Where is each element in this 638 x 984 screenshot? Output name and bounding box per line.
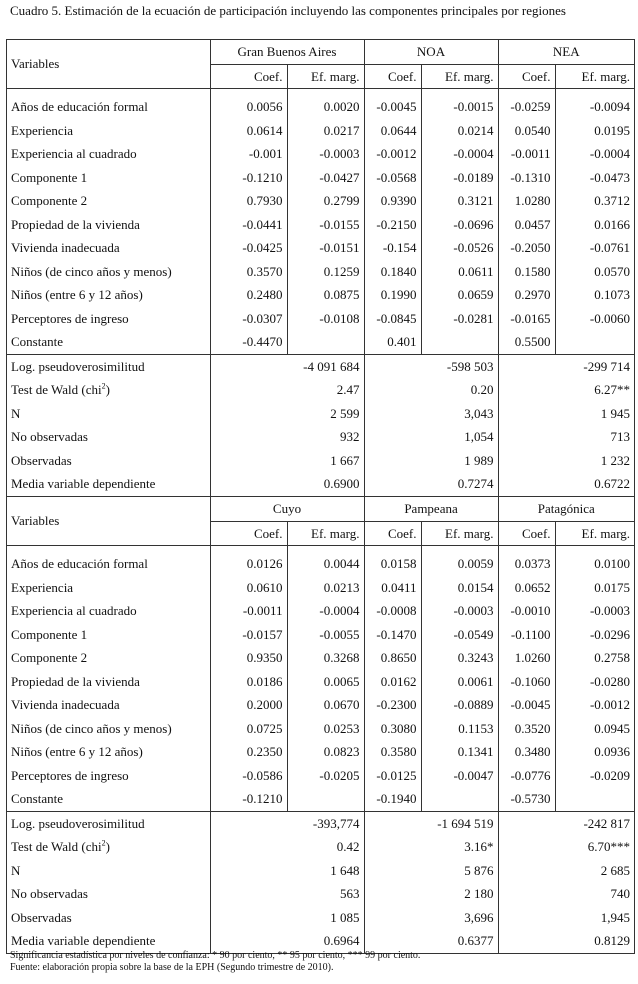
value-cell: -0.1100 <box>498 623 555 647</box>
value-cell: 0.0154 <box>421 576 498 600</box>
value-cell: -0.0003 <box>287 142 364 166</box>
table-row <box>7 764 634 788</box>
value-cell: 0.0659 <box>421 283 498 307</box>
variable-label: Componente 1 <box>7 623 210 647</box>
value-cell: -0.0281 <box>421 307 498 331</box>
region-header: Patagónica <box>498 497 634 521</box>
value-cell: 0.0670 <box>287 693 364 717</box>
value-cell: -0.5730 <box>498 787 555 811</box>
statistic-value: 1 232 <box>600 452 631 468</box>
value-cell: 0.0158 <box>364 546 421 576</box>
value-cell: -0.1210 <box>210 787 287 811</box>
value-cell: 0.2350 <box>210 740 287 764</box>
value-cell: 0.0945 <box>594 720 631 736</box>
value-cell: -0.0004 <box>287 599 364 623</box>
value-cell: 0.3712 <box>594 193 631 208</box>
value-cell: -0.0060 <box>589 310 631 326</box>
value-cell: -0.0189 <box>421 166 498 190</box>
table-row <box>7 307 634 331</box>
statistic-value: 1 945 <box>600 405 631 421</box>
value-cell: -0.0045 <box>364 89 421 119</box>
value-cell: -0.0012 <box>589 697 631 712</box>
value-cell: -0.4470 <box>210 330 287 354</box>
table-row <box>7 693 634 717</box>
value-cell: 0.9390 <box>364 189 421 213</box>
statistic-value: 1 648 <box>210 859 364 883</box>
value-cell: -0.0003 <box>589 603 631 618</box>
value-cell: 0.0175 <box>594 579 631 595</box>
value-cell: 0.0253 <box>287 717 364 741</box>
value-cell: 0.2480 <box>210 283 287 307</box>
variable-label: Componente 2 <box>7 646 210 670</box>
table-row <box>7 740 634 764</box>
value-cell: 0.0610 <box>210 576 287 600</box>
table-row <box>7 546 634 576</box>
table-row <box>7 213 634 237</box>
statistic-value: 5 876 <box>364 859 498 883</box>
value-cell: -0.0845 <box>364 307 421 331</box>
statistic-label <box>7 449 210 473</box>
coef-header: Coef. <box>498 521 555 546</box>
coef-header: Coef. <box>498 64 555 89</box>
marginal-effect-header: Ef. marg. <box>421 64 498 89</box>
stats-row <box>7 472 634 496</box>
value-cell: -0.0010 <box>498 599 555 623</box>
statistic-value: 2 685 <box>600 862 631 878</box>
header-row <box>7 40 634 64</box>
value-cell: -0.154 <box>364 236 421 260</box>
value-cell: 0.3480 <box>498 740 555 764</box>
stats-row <box>7 811 634 835</box>
regression-table-panel-1 <box>7 40 634 496</box>
value-cell: -0.0011 <box>498 142 555 166</box>
statistic-label <box>7 882 210 906</box>
source-note: Fuente: elaboración propia sobre la base de la EPH (Segundo trimestre de 2010). <box>10 962 334 973</box>
value-cell: -0.0047 <box>421 764 498 788</box>
value-cell: -0.0157 <box>210 623 287 647</box>
value-cell: -0.0889 <box>421 693 498 717</box>
value-cell: -0.0307 <box>210 307 287 331</box>
table-row <box>7 670 634 694</box>
value-cell: 0.0059 <box>421 546 498 576</box>
value-cell: 0.3243 <box>421 646 498 670</box>
stats-row <box>7 425 634 449</box>
statistic-value: 3,043 <box>364 402 498 426</box>
statistic-value: 1,945 <box>600 909 631 925</box>
table-row <box>7 717 634 741</box>
value-cell: -0.2150 <box>364 213 421 237</box>
value-cell: -0.0004 <box>589 146 631 161</box>
variable-label: Niños (de cinco años y menos) <box>7 260 210 284</box>
table-row <box>7 119 634 143</box>
value-cell: -0.1940 <box>364 787 421 811</box>
variable-label: Perceptores de ingreso <box>7 307 210 331</box>
value-cell: -0.1470 <box>364 623 421 647</box>
value-cell: 0.0056 <box>210 89 287 119</box>
value-cell: -0.0425 <box>210 236 287 260</box>
value-cell: 0.0126 <box>210 546 287 576</box>
variable-label: Experiencia al cuadrado <box>7 142 210 166</box>
table-row <box>7 623 634 647</box>
statistic-label <box>7 354 210 378</box>
value-cell: 0.2970 <box>498 283 555 307</box>
statistic-label <box>7 906 210 930</box>
value-cell: 0.1580 <box>498 260 555 284</box>
value-cell: -0.0094 <box>589 99 631 114</box>
statistic-value: -242 817 <box>583 815 631 831</box>
chi-superscript: 2 <box>101 381 106 391</box>
statistic-label <box>7 929 210 953</box>
value-cell: 0.3520 <box>498 717 555 741</box>
value-cell: 0.3121 <box>421 189 498 213</box>
value-cell: 0.0214 <box>421 119 498 143</box>
value-cell: 0.0644 <box>364 119 421 143</box>
coef-header: Coef. <box>210 64 287 89</box>
statistic-value: 563 <box>210 882 364 906</box>
table-caption: Cuadro 5. Estimación de la ecuación de participación incluyendo las componentes principales por regiones <box>10 3 566 18</box>
value-cell: 0.0614 <box>210 119 287 143</box>
statistic-value: -4 091 684 <box>210 354 364 378</box>
table-row <box>7 189 634 213</box>
value-cell: -0.0011 <box>210 599 287 623</box>
value-cell: -0.0012 <box>364 142 421 166</box>
value-cell: 0.3268 <box>287 646 364 670</box>
statistic-value: 2 599 <box>210 402 364 426</box>
variable-label: Vivienda inadecuada <box>7 236 210 260</box>
value-cell: -0.0526 <box>421 236 498 260</box>
statistic-value: 1 667 <box>210 449 364 473</box>
marginal-effect-header: Ef. marg. <box>555 64 634 89</box>
statistic-label <box>7 859 210 883</box>
statistic-value: 0.42 <box>210 835 364 859</box>
marginal-effect-header: Ef. marg. <box>555 521 634 546</box>
value-cell: -0.0108 <box>287 307 364 331</box>
variable-label: Niños (entre 6 y 12 años) <box>7 740 210 764</box>
value-cell: 0.9350 <box>210 646 287 670</box>
coef-header: Coef. <box>364 521 421 546</box>
value-cell: 0.0186 <box>210 670 287 694</box>
table-row <box>7 89 634 119</box>
value-cell: 0.7930 <box>210 189 287 213</box>
value-cell: 0.2758 <box>594 650 631 665</box>
statistic-value: -1 694 519 <box>364 811 498 835</box>
statistic-label-text: No observadas <box>11 886 88 901</box>
statistic-value: 713 <box>610 429 631 444</box>
value-cell <box>421 330 498 354</box>
table-row <box>7 260 634 284</box>
region-header: NEA <box>498 40 634 64</box>
statistic-label <box>7 811 210 835</box>
value-cell: 0.0411 <box>364 576 421 600</box>
table-row <box>7 576 634 600</box>
variable-label: Constante <box>7 787 210 811</box>
variable-label: Niños (de cinco años y menos) <box>7 717 210 741</box>
variable-label: Propiedad de la vivienda <box>7 213 210 237</box>
statistic-value: 3.16* <box>364 835 498 859</box>
value-cell: 1.0280 <box>498 189 555 213</box>
value-cell: -0.0125 <box>364 764 421 788</box>
value-cell: -0.0296 <box>589 626 631 642</box>
variable-label: Experiencia al cuadrado <box>7 599 210 623</box>
stats-row <box>7 449 634 473</box>
statistic-label <box>7 402 210 426</box>
variable-label: Años de educación formal <box>7 546 210 576</box>
stats-row <box>7 906 634 930</box>
value-cell: 0.1990 <box>364 283 421 307</box>
significance-note: Significancia estadística por niveles de confianza: * 90 por ciento, ** 95 por ciento, *** 99 por ciento. <box>10 950 421 961</box>
statistic-value: 2 180 <box>364 882 498 906</box>
stats-row <box>7 882 634 906</box>
statistic-label-text: Observadas <box>11 452 72 468</box>
variable-label: Constante <box>7 330 210 354</box>
value-cell: -0.0761 <box>589 240 631 255</box>
statistic-value: 0.6900 <box>210 472 364 496</box>
value-cell <box>287 330 364 354</box>
statistic-value: 1 989 <box>364 449 498 473</box>
statistic-value: 6.70*** <box>587 839 631 854</box>
value-cell: 0.0652 <box>498 576 555 600</box>
value-cell <box>555 787 634 811</box>
variables-header: Variables <box>7 497 210 546</box>
variable-label: Experiencia <box>7 576 210 600</box>
value-cell: -0.0209 <box>589 767 631 783</box>
value-cell: 0.0162 <box>364 670 421 694</box>
value-cell: 0.0020 <box>287 89 364 119</box>
marginal-effect-header: Ef. marg. <box>287 64 364 89</box>
value-cell: -0.1310 <box>498 166 555 190</box>
value-cell: 0.0065 <box>287 670 364 694</box>
statistic-label-text: N <box>11 862 21 878</box>
statistic-label-text: Media variable dependiente <box>11 476 156 491</box>
table-row <box>7 787 634 811</box>
value-cell: -0.0568 <box>364 166 421 190</box>
value-cell: -0.2050 <box>498 236 555 260</box>
value-cell: 0.3580 <box>364 740 421 764</box>
value-cell: 0.3570 <box>210 260 287 284</box>
statistic-value: 932 <box>210 425 364 449</box>
statistic-value: 0.20 <box>364 378 498 402</box>
value-cell: -0.0441 <box>210 213 287 237</box>
variable-label: Experiencia <box>7 119 210 143</box>
statistic-label <box>7 835 210 859</box>
value-cell: 1.0260 <box>498 646 555 670</box>
statistic-value: 0.7274 <box>364 472 498 496</box>
statistic-label <box>7 472 210 496</box>
value-cell: 0.3080 <box>364 717 421 741</box>
statistic-label-text: Media variable dependiente <box>11 933 156 948</box>
value-cell: 0.1341 <box>421 740 498 764</box>
variable-label: Niños (entre 6 y 12 años) <box>7 283 210 307</box>
value-cell: -0.0427 <box>287 166 364 190</box>
stats-row <box>7 402 634 426</box>
table-row <box>7 330 634 354</box>
statistic-value: -393,774 <box>210 811 364 835</box>
statistic-label-text: Log. pseudoverosimilitud <box>11 815 145 831</box>
value-cell: -0.0259 <box>498 89 555 119</box>
value-cell: -0.0696 <box>421 213 498 237</box>
statistic-label-text: N <box>11 405 21 421</box>
value-cell: -0.0280 <box>589 673 631 689</box>
table-row <box>7 142 634 166</box>
statistic-label <box>7 378 210 402</box>
chi-superscript: 2 <box>101 838 106 848</box>
statistic-value: 1,054 <box>364 425 498 449</box>
table-row <box>7 283 634 307</box>
table-row <box>7 236 634 260</box>
value-cell: 0.0217 <box>287 119 364 143</box>
value-cell: 0.0100 <box>594 556 631 571</box>
value-cell: -0.0776 <box>498 764 555 788</box>
variable-label: Perceptores de ingreso <box>7 764 210 788</box>
statistic-value: 0.8129 <box>594 933 631 948</box>
value-cell: 0.401 <box>364 330 421 354</box>
value-cell: -0.0549 <box>421 623 498 647</box>
value-cell: -0.0008 <box>364 599 421 623</box>
statistic-label-tail: ) <box>105 382 110 397</box>
stats-row <box>7 354 634 378</box>
variable-label: Vivienda inadecuada <box>7 693 210 717</box>
variable-label: Propiedad de la vivienda <box>7 670 210 694</box>
value-cell: 0.0044 <box>287 546 364 576</box>
statistic-value: 0.6377 <box>364 929 498 953</box>
value-cell <box>421 787 498 811</box>
value-cell: 0.8650 <box>364 646 421 670</box>
value-cell: -0.0205 <box>287 764 364 788</box>
value-cell: -0.0003 <box>421 599 498 623</box>
region-header: Cuyo <box>210 497 364 521</box>
variable-label: Componente 2 <box>7 189 210 213</box>
region-header: NOA <box>364 40 498 64</box>
variable-label: Componente 1 <box>7 166 210 190</box>
value-cell: -0.1060 <box>498 670 555 694</box>
statistic-label <box>7 425 210 449</box>
stats-row <box>7 929 634 953</box>
value-cell: 0.0213 <box>287 576 364 600</box>
variables-header: Variables <box>7 40 210 89</box>
value-cell: 0.0195 <box>594 122 631 138</box>
value-cell: -0.0045 <box>498 693 555 717</box>
statistic-value: -299 714 <box>583 358 631 374</box>
statistic-label-text: Test de Wald (chi <box>11 839 102 854</box>
statistic-label-text: No observadas <box>11 429 88 444</box>
marginal-effect-header: Ef. marg. <box>421 521 498 546</box>
value-cell: 0.1259 <box>287 260 364 284</box>
value-cell: 0.1840 <box>364 260 421 284</box>
value-cell: 0.0611 <box>421 260 498 284</box>
value-cell: 0.0875 <box>287 283 364 307</box>
value-cell: -0.0155 <box>287 213 364 237</box>
value-cell: 0.2000 <box>210 693 287 717</box>
statistic-value: 3,696 <box>364 906 498 930</box>
statistic-value: 0.6722 <box>594 476 631 491</box>
value-cell: -0.0165 <box>498 307 555 331</box>
table-row <box>7 599 634 623</box>
value-cell: 0.2799 <box>287 189 364 213</box>
header-row <box>7 497 634 521</box>
value-cell: -0.0151 <box>287 236 364 260</box>
statistic-value: 740 <box>610 886 631 901</box>
statistic-value: 0.6964 <box>210 929 364 953</box>
statistic-label-text: Test de Wald (chi <box>11 382 102 397</box>
stats-row <box>7 859 634 883</box>
value-cell: 0.0457 <box>498 213 555 237</box>
value-cell: -0.1210 <box>210 166 287 190</box>
value-cell: 0.1153 <box>421 717 498 741</box>
statistic-label-text: Observadas <box>11 909 72 925</box>
statistic-value: 6.27** <box>594 382 631 397</box>
statistic-value: 2.47 <box>210 378 364 402</box>
table-notes <box>10 950 630 974</box>
coef-header: Coef. <box>364 64 421 89</box>
value-cell: 0.0725 <box>210 717 287 741</box>
region-header: Pampeana <box>364 497 498 521</box>
statistic-value: -598 503 <box>364 354 498 378</box>
value-cell: 0.0061 <box>421 670 498 694</box>
coef-header: Coef. <box>210 521 287 546</box>
marginal-effect-header: Ef. marg. <box>287 521 364 546</box>
value-cell: 0.1073 <box>594 287 631 302</box>
statistic-label-tail: ) <box>105 839 110 854</box>
variable-label: Años de educación formal <box>7 89 210 119</box>
region-header: Gran Buenos Aires <box>210 40 364 64</box>
value-cell: -0.0473 <box>589 169 631 185</box>
value-cell: -0.0055 <box>287 623 364 647</box>
value-cell: 0.0823 <box>287 740 364 764</box>
table-row <box>7 166 634 190</box>
value-cell: -0.0015 <box>421 89 498 119</box>
value-cell: -0.0004 <box>421 142 498 166</box>
value-cell: 0.0570 <box>594 263 631 279</box>
value-cell: -0.001 <box>210 142 287 166</box>
value-cell: 0.0936 <box>594 744 631 759</box>
regression-table-panel-2 <box>7 497 634 953</box>
value-cell: 0.0540 <box>498 119 555 143</box>
statistic-value: 1 085 <box>210 906 364 930</box>
value-cell: 0.5500 <box>498 330 555 354</box>
stats-row <box>7 378 634 402</box>
value-cell <box>555 330 634 354</box>
value-cell: -0.0586 <box>210 764 287 788</box>
table-row <box>7 646 634 670</box>
value-cell: 0.0373 <box>498 546 555 576</box>
value-cell: -0.2300 <box>364 693 421 717</box>
statistic-label-text: Log. pseudoverosimilitud <box>11 358 145 374</box>
stats-row <box>7 835 634 859</box>
value-cell: 0.0166 <box>594 216 631 232</box>
value-cell <box>287 787 364 811</box>
